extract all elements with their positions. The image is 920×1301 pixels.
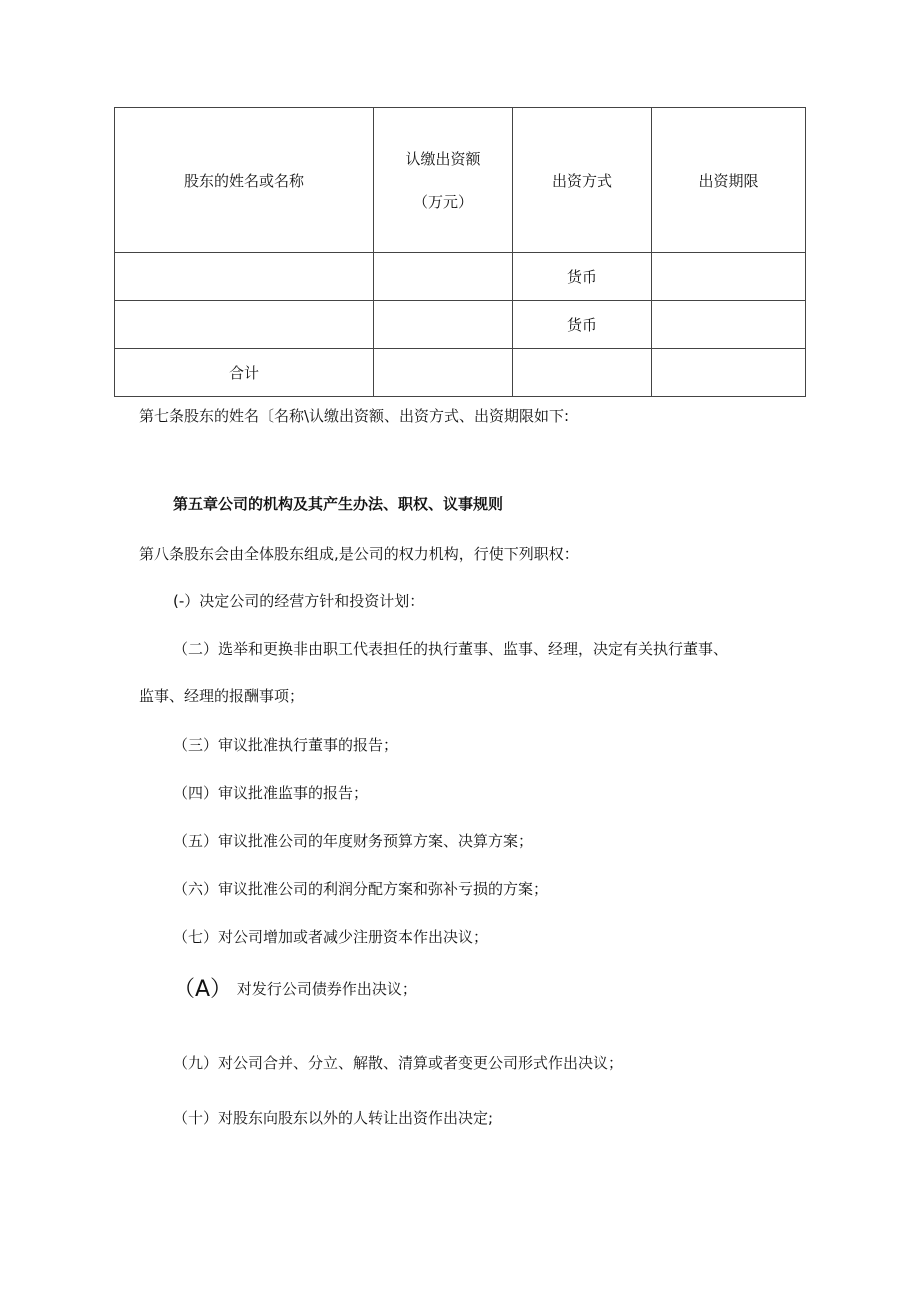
item-8-text: 对发行公司债券作出决议； <box>236 980 417 998</box>
item-3: （三）审议批准执行董事的报告； <box>173 736 399 754</box>
cell-method: 货币 <box>513 253 652 301</box>
item-9: （九）对公司合并、分立、解散、清算或者变更公司形式作出决议； <box>173 1054 624 1072</box>
header-amount-label: 认缴出资额 <box>405 150 481 168</box>
total-label: 合计 <box>115 349 374 397</box>
table-total-row <box>115 349 806 397</box>
article-8-text: 第八条股东会由全体股东组成,是公司的权力机构，行使下列职权： <box>139 545 579 563</box>
table-row <box>115 301 806 349</box>
shareholder-capital-table <box>114 107 806 397</box>
total-amount <box>374 349 513 397</box>
item-4: （四）审议批准监事的报告； <box>173 784 369 802</box>
cell-name <box>115 301 374 349</box>
header-shareholder-name: 股东的姓名或名称 <box>115 108 374 253</box>
article-7-text: 第七条股东的姓名〔名称\认缴出资额、出资方式、出资期限如下: <box>139 407 570 425</box>
cell-name <box>115 253 374 301</box>
item-2-continued: 监事、经理的报酬事项； <box>139 687 305 705</box>
cell-term <box>652 253 806 301</box>
table-row <box>115 253 806 301</box>
total-term <box>652 349 806 397</box>
item-8-marker: （A） <box>173 977 233 1002</box>
table-header-row <box>115 108 806 253</box>
cell-amount <box>374 301 513 349</box>
item-7: （七）对公司增加或者减少注册资本作出决议； <box>173 928 489 946</box>
item-8 <box>173 979 417 1000</box>
cell-amount <box>374 253 513 301</box>
header-amount-unit: （万元） <box>412 193 473 211</box>
item-1: (-）决定公司的经营方针和投资计划： <box>173 592 425 610</box>
item-2: （二）选举和更换非由职工代表担任的执行董事、监事、经理，决定有关执行董事、 <box>173 640 729 658</box>
item-10: （十）对股东向股东以外的人转让出资作出决定; <box>173 1109 494 1127</box>
item-6: （六）审议批准公司的利润分配方案和弥补亏损的方案； <box>173 880 549 898</box>
header-contribution-term: 出资期限 <box>652 108 806 253</box>
cell-term <box>652 301 806 349</box>
total-method <box>513 349 652 397</box>
item-5: （五）审议批准公司的年度财务预算方案、决算方案； <box>173 832 534 850</box>
header-contribution-method: 出资方式 <box>513 108 652 253</box>
chapter-5-heading: 第五章公司的机构及其产生办法、职权、议事规则 <box>173 495 504 513</box>
cell-method: 货币 <box>513 301 652 349</box>
header-subscribed-amount <box>374 108 513 253</box>
